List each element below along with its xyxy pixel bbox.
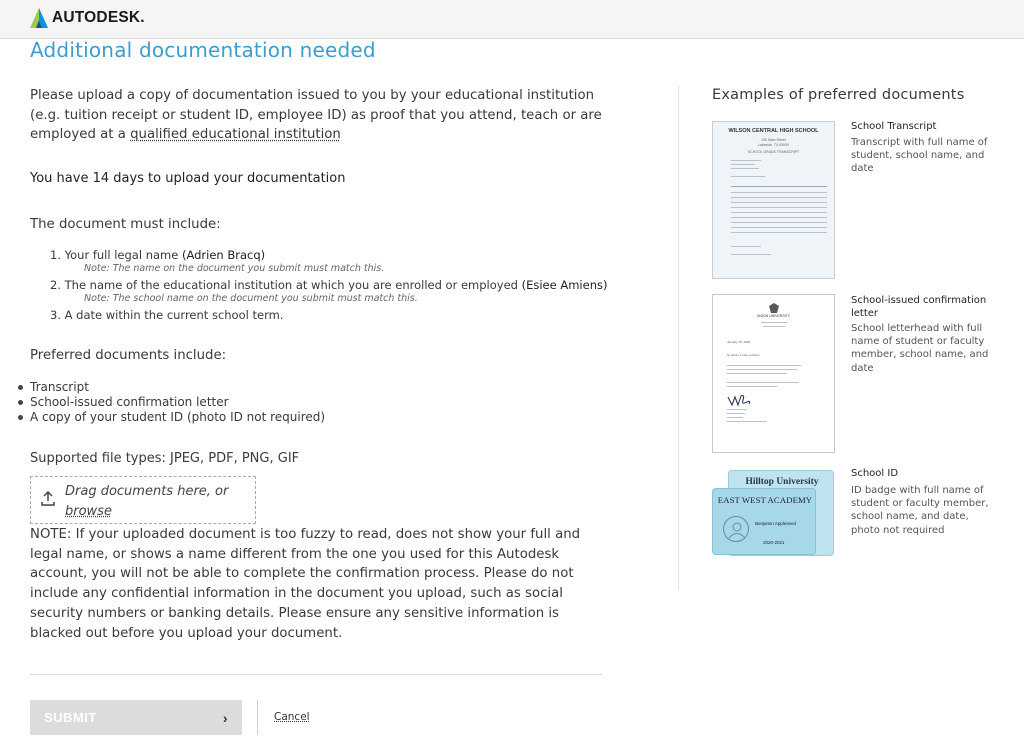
institution-name: (Esiee Amiens)	[521, 278, 608, 292]
submit-button[interactable]	[30, 700, 242, 735]
example-label: School Transcript	[851, 121, 937, 132]
id-years: 2020-2021	[763, 540, 785, 545]
id-back-school: Hilltop University	[745, 477, 819, 487]
legal-name: (Adrien Bracq)	[181, 248, 266, 262]
browse-link[interactable]: browse	[65, 503, 112, 519]
autodesk-logo[interactable]	[30, 8, 145, 28]
school-id-thumbnail	[712, 468, 836, 558]
signature-icon	[727, 393, 753, 407]
id-front-school: EAST WEST ACADEMY	[717, 495, 813, 505]
list-item: School-issued confirmation letter	[18, 395, 325, 410]
upload-icon	[41, 491, 55, 510]
qualified-institution-link[interactable]: qualified educational institution	[130, 127, 341, 143]
example-desc: ID badge with full name of student or faculty member, school name, and date, photo not required	[851, 485, 989, 536]
autodesk-logo-icon	[30, 8, 48, 28]
crest-icon	[769, 303, 779, 313]
intro-text: Please upload a copy of documentation issued to you by your educational institution (e.g. tuition receipt or student ID, employee ID) as proof that you attend, teach or are employed at a qualified educational institution	[30, 88, 602, 143]
thumb-greeting: To whom it may concern:	[727, 353, 761, 357]
supported-file-types: Supported file types: JPEG, PDF, PNG, GIF	[30, 451, 300, 466]
id-name: Benjamin Appleseed	[755, 521, 797, 526]
submit-label: SUBMIT	[44, 710, 97, 725]
column-divider	[678, 86, 679, 590]
chevron-right-icon: ›	[222, 709, 228, 726]
dropzone-text: Drag documents here, or browse	[65, 484, 229, 519]
requirement-item: 3. A date within the current school term.	[50, 308, 284, 322]
bullet-icon	[18, 415, 23, 420]
example-label: School ID	[851, 468, 899, 479]
avatar-icon	[723, 516, 749, 542]
bullet-icon	[18, 400, 23, 405]
requirements-list	[50, 248, 610, 326]
thumb-date: January 15, 2020	[727, 340, 751, 344]
preferred-list	[18, 380, 325, 425]
thumb-school: WILSON CENTRAL HIGH SCHOOL	[728, 128, 819, 134]
examples-title: Examples of preferred documents	[712, 87, 965, 103]
cancel-link[interactable]: Cancel	[274, 711, 310, 723]
confirmation-letter-thumbnail	[712, 294, 835, 453]
requirement-item: 1. Your full legal name (Adrien Bracq) Note: The name on the document you submit must match this.	[50, 248, 610, 274]
list-item: Transcript	[18, 380, 325, 395]
id-card-front	[712, 488, 816, 555]
requirement-note: Note: The school name on the document you submit must match this.	[84, 293, 418, 304]
deadline-text: You have 14 days to upload your documentation	[30, 171, 346, 186]
example-desc: School letterhead with full name of student or faculty member, school name, and date	[851, 323, 989, 374]
upload-note: NOTE: If your uploaded document is too fuzzy to read, does not show your full and legal name, or shows a name different from the one you used for this Autodesk account, you will not be able to complete the confirmation process. Please do not include any confidential information in the document you upload, such as social security numbers or banking details. Please ensure any sensitive information is blacked out before you upload your document.	[30, 527, 581, 641]
page-title: Additional documentation needed	[30, 38, 376, 62]
requirement-note: Note: The name on the document you submit must match this.	[84, 263, 385, 274]
transcript-thumbnail	[712, 121, 835, 279]
thumb-addr2: Lakeside, TX 00000	[757, 143, 790, 147]
thumb-subtitle: SCHOOL GRADE TRANSCRIPT	[747, 150, 800, 154]
example-desc: Transcript with full name of student, school name, and date	[851, 137, 988, 175]
list-item: A copy of your student ID (photo ID not required)	[18, 410, 325, 425]
bullet-icon	[18, 385, 23, 390]
divider	[257, 700, 258, 735]
requirement-item: 2. The name of the educational institution at which you are enrolled or employed (Esiee Amiens) Note: The school name on the document you submit must match this.	[50, 278, 610, 304]
requirements-heading: The document must include:	[30, 217, 221, 232]
example-label: School-issued confirmation letter	[851, 295, 987, 320]
divider	[30, 674, 602, 675]
upload-dropzone[interactable]	[30, 476, 256, 524]
top-bar	[0, 0, 1024, 39]
thumb-addr1: 100 Main Street	[761, 138, 786, 142]
preferred-heading: Preferred documents include:	[30, 348, 227, 363]
thumb-org: UNION UNIVERSITY	[756, 314, 791, 318]
logo-text: AUTODESK.	[52, 9, 145, 26]
